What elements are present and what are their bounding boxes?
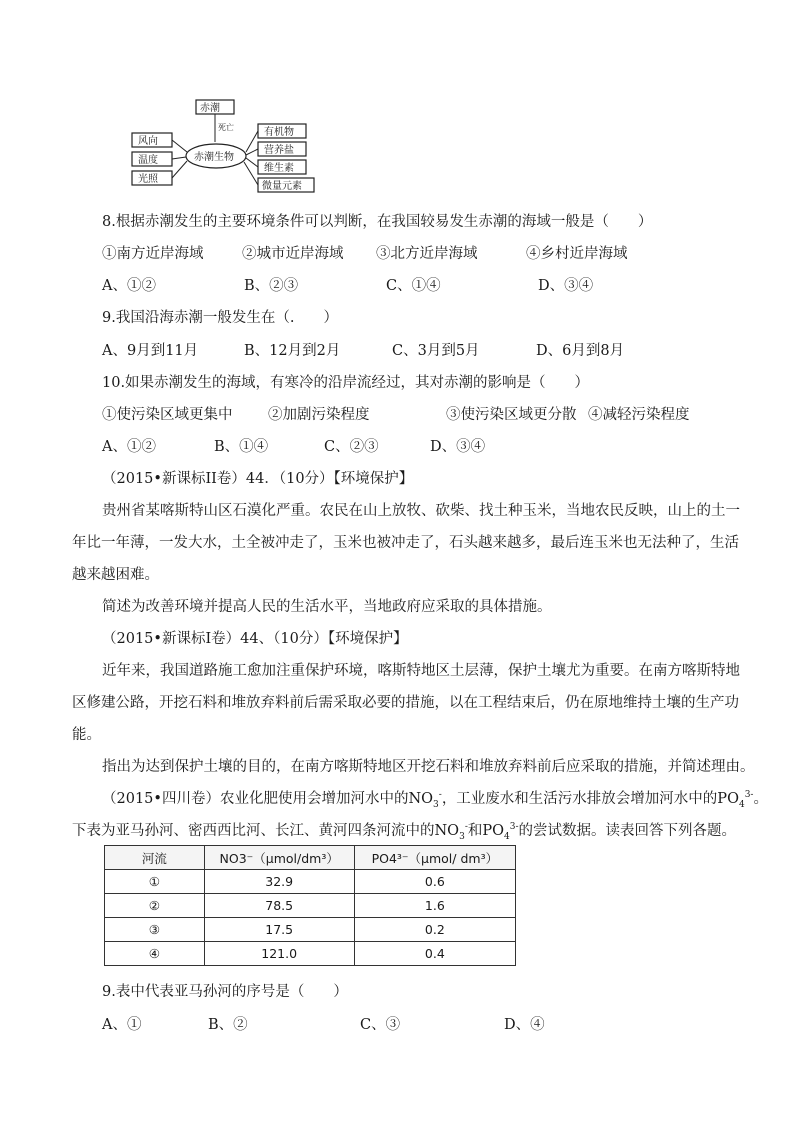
sichuan-l2-sub1: 3 — [459, 831, 465, 842]
p44b-header: （2015•新课标I卷）44、（10分）【环境保护】 — [102, 631, 408, 647]
p44a-para1-line1: 贵州省某喀斯特山区石漠化严重。农民在山上放牧、砍柴、找土种玉米，当地农民反映，山上的土一 — [102, 503, 740, 519]
q10-item-4: ④减轻污染程度 — [588, 407, 690, 423]
sichuan-line2 — [72, 819, 736, 842]
table-row — [105, 894, 516, 918]
sichuan-l1-sub2: 4 — [738, 799, 745, 810]
q10-option-c: C、②③ — [324, 439, 379, 455]
table-header-no3: NO3⁻（μmol/dm³） — [204, 846, 354, 870]
sichuan-l2-sup1: - — [464, 822, 468, 833]
sichuan-l2-c: 的尝试数据。读表回答下列各题。 — [518, 823, 737, 839]
table-cell: 1.6 — [354, 894, 515, 918]
p44b-para1-line3: 能。 — [72, 727, 101, 743]
p44a-para2: 简述为改善环境并提高人民的生活水平，当地政府应采取的具体措施。 — [102, 599, 552, 615]
sichuan-l2-sub2: 4 — [504, 831, 510, 842]
q10-option-d: D、③④ — [430, 439, 486, 455]
p44a-para1-line2: 年比一年薄，一发大水，土全被冲走了，玉米也被冲走了，石头越来越多，最后连玉米也无法种了，生活 — [72, 535, 739, 551]
q9-stem: 9.我国沿海赤潮一般发生在（. ） — [102, 310, 338, 326]
diagram-right-1: 营养盐 — [264, 145, 294, 156]
table-cell: ④ — [105, 942, 205, 966]
q9-option-c: C、3月到5月 — [392, 343, 480, 359]
diagram-right-3: 微量元素 — [262, 181, 302, 192]
q10-item-3: ③使污染区域更分散 — [446, 407, 577, 423]
q8-item-3: ③北方近岸海域 — [376, 246, 478, 262]
sichuan-l1-a: （2015•四川卷）农业化肥使用会增加河水中的NO — [102, 791, 434, 807]
table-header-row — [105, 846, 516, 870]
q10-option-b: B、①④ — [214, 439, 269, 455]
p44b-para1-line1: 近年来，我国道路施工愈加注重保护环境，喀斯特地区土层薄，保护土壤尤为重要。在南方喀斯特地 — [102, 663, 740, 679]
table-row — [105, 942, 516, 966]
sichuan-l1-sub1: 3 — [433, 799, 439, 810]
q8-item-2: ②城市近岸海域 — [242, 246, 344, 262]
table-cell: 17.5 — [204, 918, 354, 942]
sichuan-l1-sup1: - — [438, 790, 442, 801]
table-cell: ③ — [105, 918, 205, 942]
table-cell: 0.4 — [354, 942, 515, 966]
table-cell: 78.5 — [204, 894, 354, 918]
red-tide-diagram — [118, 98, 328, 194]
table-cell: 0.2 — [354, 918, 515, 942]
q8-stem: 8.根据赤潮发生的主要环境条件可以判断，在我国较易发生赤潮的海域一般是（ ） — [102, 214, 653, 230]
table-cell: 0.6 — [354, 870, 515, 894]
q8-option-a: A、①② — [102, 278, 156, 294]
p44a-para1-line3: 越来越困难。 — [72, 567, 159, 583]
q10-stem: 10.如果赤潮发生的海域，有寒冷的沿岸流经过，其对赤潮的影响是（ ） — [102, 375, 590, 391]
sichuan-l1-b: ，工业废水和生活污水排放会增加河水中的PO — [441, 791, 739, 807]
q9b-stem: 9.表中代表亚马孙河的序号是（ ） — [102, 984, 348, 1000]
diagram-center: 赤潮生物 — [194, 152, 234, 163]
q8-option-c: C、①④ — [386, 278, 441, 294]
table-cell: 32.9 — [204, 870, 354, 894]
q10-option-a: A、①② — [102, 439, 156, 455]
diagram-right-2: 维生素 — [264, 163, 294, 174]
q10-item-1: ①使污染区域更集中 — [102, 407, 233, 423]
q10-item-2: ②加剧污染程度 — [268, 407, 370, 423]
q9b-option-c: C、③ — [360, 1017, 401, 1033]
q8-option-b: B、②③ — [244, 278, 299, 294]
p44b-para1-line2: 区修建公路，开挖石料和堆放弃料前后需采取必要的措施，以在工程结束后，仍在原地维持土壤的生产功 — [72, 695, 739, 711]
table-cell: ① — [105, 870, 205, 894]
q9-option-d: D、6月到8月 — [536, 343, 625, 359]
table-cell: 121.0 — [204, 942, 354, 966]
diagram-top: 赤潮 — [200, 103, 220, 114]
p44a-header: （2015•新课标II卷）44．（10分）【环境保护】 — [102, 471, 414, 487]
sichuan-l2-sup2: 3- — [509, 822, 519, 833]
sichuan-line1 — [102, 787, 768, 810]
table-cell: ② — [105, 894, 205, 918]
p44b-para2: 指出为达到保护土壤的目的，在南方喀斯特地区开挖石料和堆放弃料前后应采取的措施，并简述理由。 — [102, 759, 755, 775]
sichuan-l1-sup2: 3- — [744, 790, 754, 801]
q9b-option-a: A、① — [102, 1017, 142, 1033]
sichuan-l2-a: 下表为亚马孙河、密西西比河、长江、黄河四条河流中的NO — [72, 823, 460, 839]
q8-item-1: ①南方近岸海域 — [102, 246, 204, 262]
table-header-po4: PO4³⁻（μmol/ dm³） — [354, 846, 515, 870]
sichuan-l2-b: 和PO — [467, 823, 505, 839]
table-row — [105, 918, 516, 942]
q9-option-a: A、9月到11月 — [102, 343, 199, 359]
q9b-option-d: D、④ — [504, 1017, 545, 1033]
q8-item-4: ④乡村近岸海域 — [526, 246, 628, 262]
table-row — [105, 870, 516, 894]
river-data-table — [104, 845, 516, 966]
diagram-left-1: 温度 — [138, 155, 158, 166]
q9-option-b: B、12月到2月 — [244, 343, 341, 359]
diagram-arrow-label: 死亡 — [218, 123, 234, 132]
diagram-left-0: 风向 — [138, 136, 158, 147]
table-header-river: 河流 — [105, 846, 205, 870]
q8-option-d: D、③④ — [538, 278, 594, 294]
diagram-right-0: 有机物 — [264, 127, 294, 138]
diagram-left-2: 光照 — [138, 174, 158, 185]
sichuan-l1-c: 。 — [753, 791, 768, 807]
q9b-option-b: B、② — [208, 1017, 248, 1033]
